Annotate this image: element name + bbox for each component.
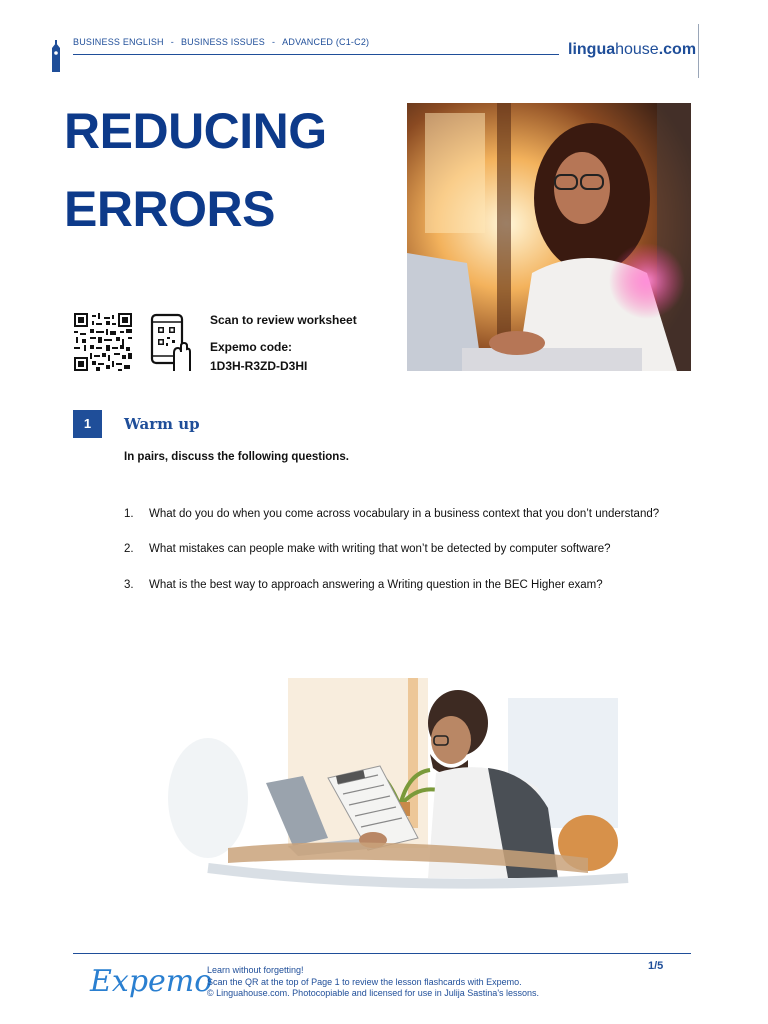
breadcrumb [73, 37, 369, 47]
page-number: 1/5 [648, 960, 664, 972]
footer-copyright: © Linguahouse.com. Photocopiable and licensed for use in Julija Sastina's lessons. [207, 988, 540, 998]
footer-divider [73, 953, 691, 954]
question-text: What do you do when you come across vocabulary in a business context that you don’t understand? [149, 508, 660, 520]
qr-code-icon[interactable] [73, 313, 133, 371]
breadcrumb-separator: - [271, 37, 276, 47]
section-title: Warm up [124, 415, 200, 433]
man-reading-illustration [168, 678, 638, 893]
question-number: 1. [124, 508, 134, 520]
page-title [64, 92, 327, 248]
expemo-code-value: 1D3H-R3ZD-D3HI [210, 359, 308, 373]
breadcrumb-item: ADVANCED (C1-C2) [282, 37, 370, 47]
linguahouse-logo[interactable]: linguahouse.com [568, 41, 697, 58]
phone-scan-icon [150, 313, 192, 371]
question-item [124, 508, 659, 520]
footer-instruction: Scan the QR at the top of Page 1 to review the lesson flashcards with Expemo. [207, 976, 522, 987]
footer-text [207, 965, 539, 1000]
expemo-logo[interactable]: Expemo [90, 964, 213, 999]
section-number-badge: 1 [73, 410, 102, 438]
header-divider [73, 54, 559, 55]
question-item [124, 579, 603, 591]
breadcrumb-item: BUSINESS ENGLISH [73, 37, 164, 47]
question-item [124, 543, 611, 555]
woman-laptop-photo [407, 103, 691, 371]
question-text: What mistakes can people make with writing that won’t be detected by computer software? [149, 543, 611, 555]
question-number: 3. [124, 579, 134, 591]
header-vertical-line [698, 24, 699, 78]
expemo-code-label: Expemo code: [210, 340, 293, 354]
scan-instruction: Scan to review worksheet [210, 313, 357, 327]
question-text: What is the best way to approach answering a Writing question in the BEC Higher exam? [149, 579, 603, 591]
question-number: 2. [124, 543, 134, 555]
title-line: REDUCING [64, 103, 327, 159]
breadcrumb-separator: - [170, 37, 174, 47]
section-instruction: In pairs, discuss the following questions. [124, 451, 349, 463]
title-line: ERRORS [64, 181, 275, 237]
tower-icon [50, 40, 62, 72]
breadcrumb-item: BUSINESS ISSUES [180, 37, 265, 47]
footer-tagline: Learn without forgetting! [207, 965, 304, 975]
